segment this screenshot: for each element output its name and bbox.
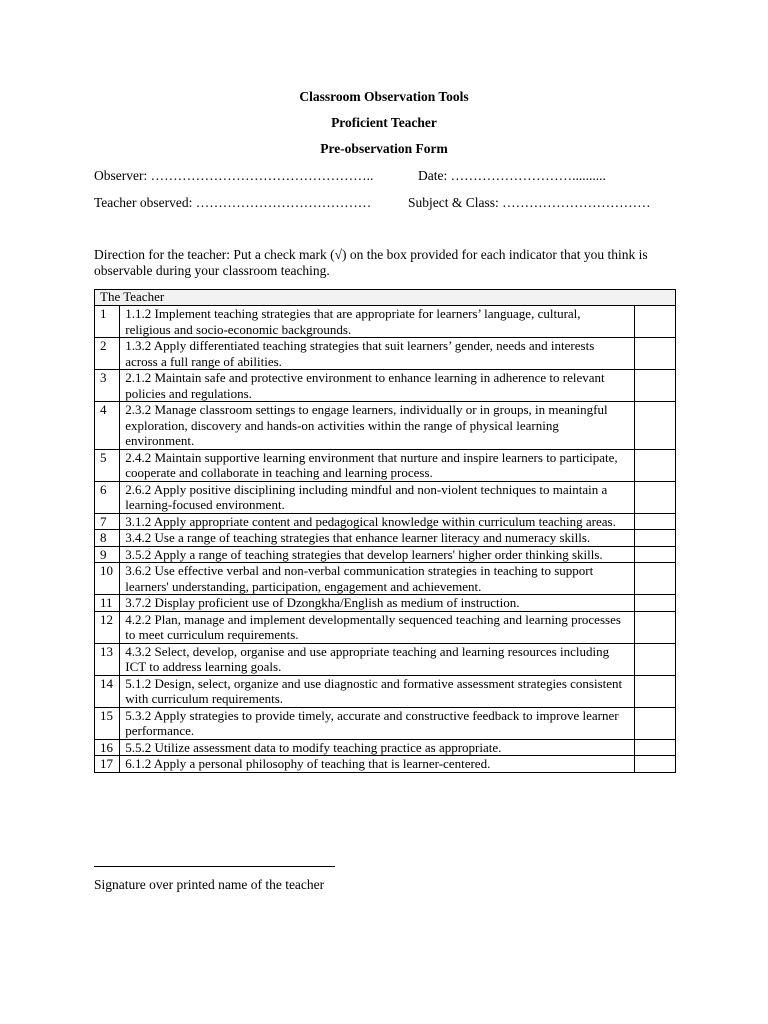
- row-number: 2: [95, 338, 120, 370]
- row-number: 5: [95, 449, 120, 481]
- indicator-table: [94, 289, 676, 773]
- table-row: [95, 563, 676, 595]
- row-number: 17: [95, 756, 120, 773]
- indicator-text: 3.7.2 Display proficient use of Dzongkha/English as medium of instruction.: [120, 595, 634, 612]
- table-row: [95, 643, 676, 675]
- document-title: Classroom Observation Tools: [299, 89, 469, 104]
- indicator-text: 3.6.2 Use effective verbal and non-verbal communication strategies in teaching to support learners' understanding, participation, engagement and achievement.: [120, 563, 634, 595]
- check-box[interactable]: [634, 481, 675, 513]
- table-row: [95, 756, 676, 773]
- subject-class-field: Subject & Class: ……………………………: [408, 195, 651, 210]
- indicator-text: 2.6.2 Apply positive disciplining including mindful and non-violent techniques to maintain a learning-focused environment.: [120, 481, 634, 513]
- check-box[interactable]: [634, 707, 675, 739]
- check-box[interactable]: [634, 675, 675, 707]
- table-row: [95, 675, 676, 707]
- row-number: 15: [95, 707, 120, 739]
- table-row: [95, 370, 676, 402]
- indicator-text: 1.1.2 Implement teaching strategies that are appropriate for learners’ language, cultural, religious and socio-economic backgrounds.: [120, 306, 634, 338]
- check-box[interactable]: [634, 739, 675, 756]
- row-number: 13: [95, 643, 120, 675]
- check-box[interactable]: [634, 563, 675, 595]
- check-box[interactable]: [634, 530, 675, 547]
- table-row: [95, 546, 676, 563]
- check-box[interactable]: [634, 756, 675, 773]
- row-number: 14: [95, 675, 120, 707]
- indicator-text: 2.1.2 Maintain safe and protective environment to enhance learning in adherence to relevant policies and regulations.: [120, 370, 634, 402]
- row-number: 11: [95, 595, 120, 612]
- check-box[interactable]: [634, 306, 675, 338]
- row-number: 1: [95, 306, 120, 338]
- check-box[interactable]: [634, 449, 675, 481]
- indicator-text: 3.4.2 Use a range of teaching strategies that enhance learner literacy and numeracy skills.: [120, 530, 634, 547]
- row-number: 3: [95, 370, 120, 402]
- check-box[interactable]: [634, 643, 675, 675]
- indicator-text: 4.3.2 Select, develop, organise and use appropriate teaching and learning resources including ICT to address learning goals.: [120, 643, 634, 675]
- indicator-text: 5.5.2 Utilize assessment data to modify teaching practice as appropriate.: [120, 739, 634, 756]
- table-row: [95, 739, 676, 756]
- indicator-text: 5.1.2 Design, select, organize and use diagnostic and formative assessment strategies consistent with curriculum requirements.: [120, 675, 634, 707]
- check-box[interactable]: [634, 546, 675, 563]
- indicator-text: 3.5.2 Apply a range of teaching strategies that develop learners' higher order thinking skills.: [120, 546, 634, 563]
- form-name: Pre-observation Form: [320, 141, 448, 156]
- row-number: 9: [95, 546, 120, 563]
- document-subtitle: Proficient Teacher: [331, 115, 437, 130]
- date-field: Date: ………………………..........: [418, 168, 606, 183]
- row-number: 12: [95, 611, 120, 643]
- table-row: [95, 402, 676, 450]
- indicator-text: 3.1.2 Apply appropriate content and pedagogical knowledge within curriculum teaching areas.: [120, 513, 634, 530]
- signature-label: Signature over printed name of the teacher: [94, 877, 325, 892]
- table-row: [95, 338, 676, 370]
- direction-text: Direction for the teacher: Put a check mark (√) on the box provided for each indicator that you think is observable during your classroom teaching.: [94, 247, 648, 278]
- observer-field: Observer: …………………………………………..: [94, 168, 374, 183]
- table-row: [95, 530, 676, 547]
- table-header: The Teacher: [95, 290, 676, 306]
- table-header-row: [95, 290, 676, 306]
- indicator-text: 4.2.2 Plan, manage and implement developmentally sequenced teaching and learning processes to meet curriculum requirements.: [120, 611, 634, 643]
- table-row: [95, 306, 676, 338]
- check-box[interactable]: [634, 402, 675, 450]
- indicator-text: 2.4.2 Maintain supportive learning environment that nurture and inspire learners to participate, cooperate and collaborate in teaching and learning process.: [120, 449, 634, 481]
- row-number: 8: [95, 530, 120, 547]
- check-box[interactable]: [634, 370, 675, 402]
- indicator-text: 2.3.2 Manage classroom settings to engage learners, individually or in groups, in meaningful exploration, discovery and hands-on activities within the range of physical learning environment.: [120, 402, 634, 450]
- row-number: 6: [95, 481, 120, 513]
- table-row: [95, 595, 676, 612]
- check-box[interactable]: [634, 611, 675, 643]
- table-row: [95, 481, 676, 513]
- indicator-text: 5.3.2 Apply strategies to provide timely, accurate and constructive feedback to improve learner performance.: [120, 707, 634, 739]
- table-row: [95, 611, 676, 643]
- row-number: 16: [95, 739, 120, 756]
- check-box[interactable]: [634, 595, 675, 612]
- table-row: [95, 513, 676, 530]
- row-number: 7: [95, 513, 120, 530]
- row-number: 10: [95, 563, 120, 595]
- table-row: [95, 707, 676, 739]
- check-box[interactable]: [634, 338, 675, 370]
- check-box[interactable]: [634, 513, 675, 530]
- indicator-text: 6.1.2 Apply a personal philosophy of teaching that is learner-centered.: [120, 756, 634, 773]
- signature-line: [94, 866, 335, 867]
- table-row: [95, 449, 676, 481]
- row-number: 4: [95, 402, 120, 450]
- indicator-text: 1.3.2 Apply differentiated teaching strategies that suit learners’ gender, needs and interests across a full range of abilities.: [120, 338, 634, 370]
- teacher-observed-field: Teacher observed: …………………………………: [94, 195, 372, 210]
